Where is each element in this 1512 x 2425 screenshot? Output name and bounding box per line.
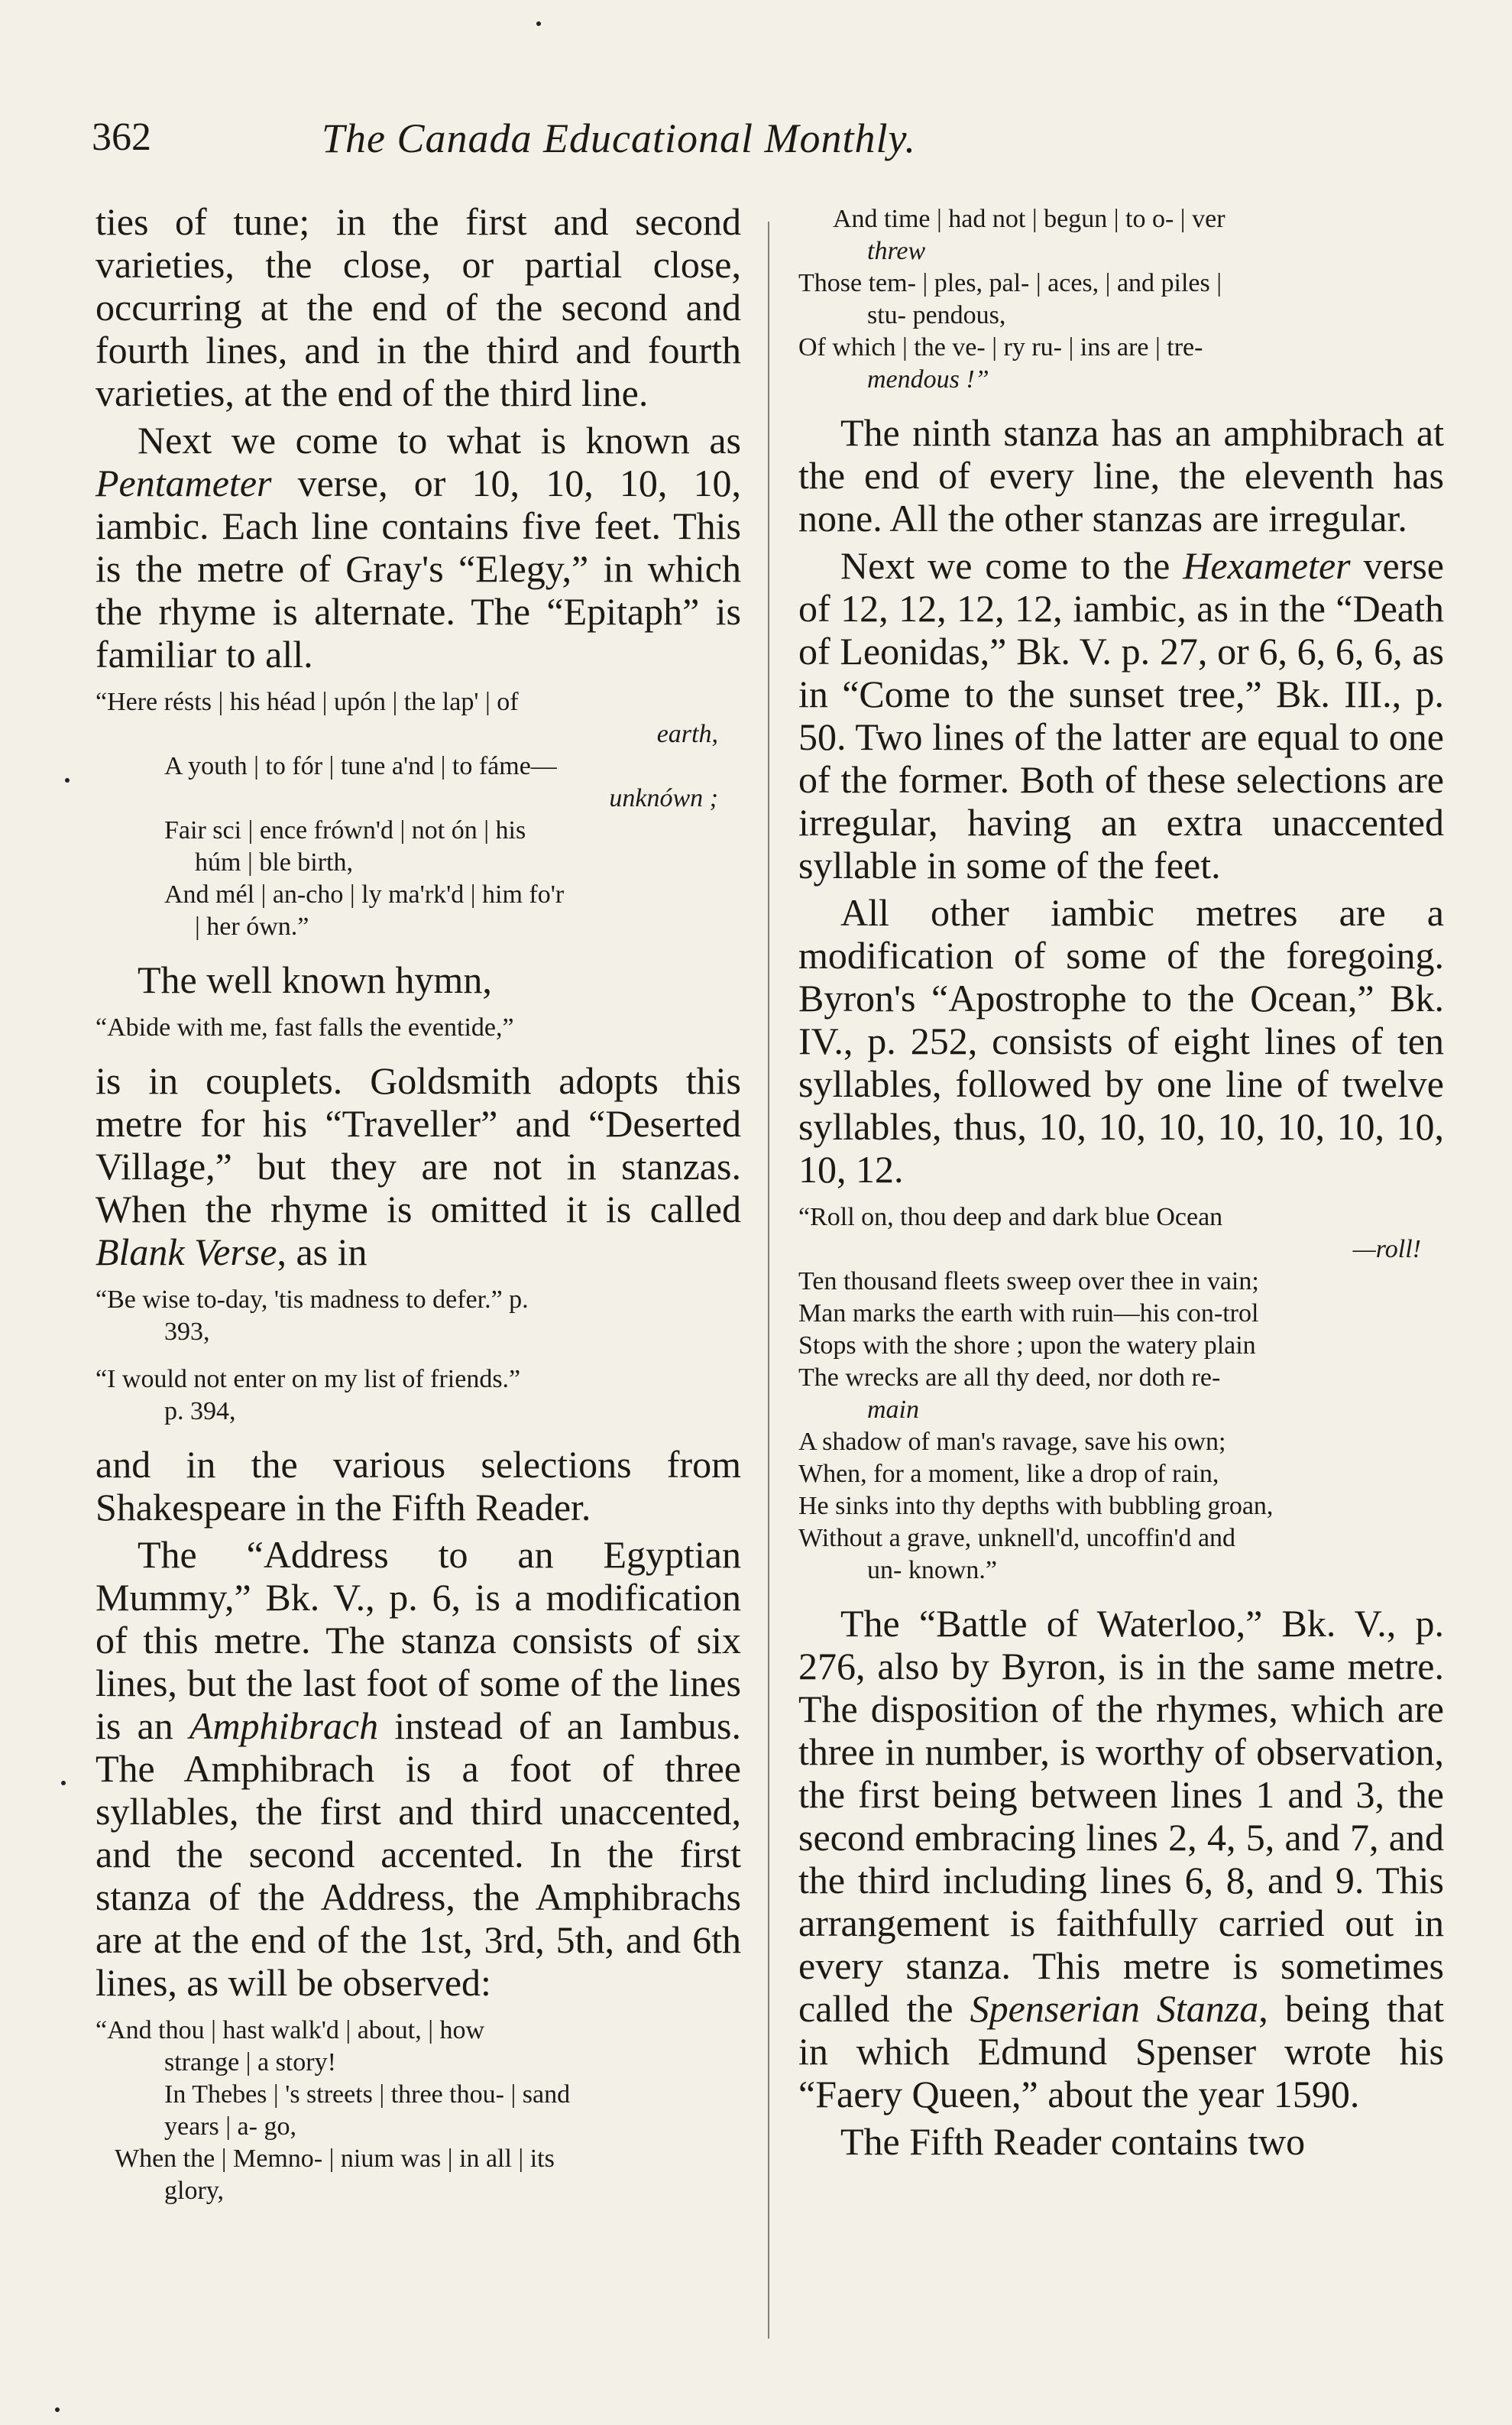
verse-quotation: “I would not enter on my list of friends.” p. 394, [96,1365,521,1425]
ink-speck [55,2407,60,2412]
verse-quotation: And time | had not | begun | to o- | ver threw Those tem- | ples, pal- | aces, | and piles | stu- pendous, Of which | the ve- | ry ru- | ins are | tre- mendous !” [798,205,1225,394]
verse-quotation: “Be wise to-day, 'tis madness to defer.” p. 393, [96,1285,529,1346]
paragraph: The well known hymn, [138,958,492,1001]
paragraph: The ninth stanza has an amphibrach at the end of every line, the eleventh has none. All the other stanzas are irregular. [798,411,1444,540]
paragraph: ties of tune; in the first and second varieties, the close, or partial close, occurring at the end of the second and fourth lines, and in the third and fourth varieties, at the end of the third line. [96,200,741,414]
ink-speck [536,21,541,26]
right-column [798,200,1444,2167]
verse-quotation: “Abide with me, fast falls the eventide,” [96,1013,514,1042]
verse-quotation: “Here résts | his héad | upón | the lap' | of earth, A youth | to fór | tune a'nd | to fáme— unknówn ; Fair sci | ence frówn'd | not ón | his húm | ble birth, And mél | an-cho | ly ma'rk'd | him fo'r | her ówn.” [96,688,718,941]
verse-quotation: “And thou | hast walk'd | about, | how strange | a story! In Thebes | 's streets | three thou- | sand years | a- go, When the | Memno- | nium was | in all | its glory, [96,2016,571,2205]
ink-speck [61,1781,66,1785]
paragraph: and in the various selections from Shakespeare in the Fifth Reader. [96,1443,741,1529]
page-header [92,115,1146,176]
running-title: The Canada Educational Monthly. [322,115,916,161]
paragraph: Next we come to what is known as Pentameter verse, or 10, 10, 10, 10, iambic. Each line contains five feet. This is the metre of Gray's “Elegy,” in which the rhyme is alternate. The “Epitaph” is familiar to all. [96,419,741,676]
verse-quotation: “Roll on, thou deep and dark blue Ocean —roll! Ten thousand fleets sweep over thee in vain; Man marks the earth with ruin—his con-trol Stops with the shore ; upon the watery plain The wrecks are all thy deed, nor doth re- main A shadow of man's ravage, save his own; When, for a moment, like a drop of rain, He sinks into thy depths with bubbling groan, Without a grave, unknell'd, uncoffin'd and un- known.” [798,1203,1421,1584]
left-column [96,200,741,2222]
paragraph: Next we come to the Hexameter verse of 12, 12, 12, 12, iambic, as in the “Death of Leonidas,” Bk. V. p. 27, or 6, 6, 6, 6, as in “Come to the sunset tree,” Bk. III., p. 50. Two lines of the latter are equal to one of the former. Both of these selections are irregular, having an extra unaccented syllable in some of the feet. [798,544,1445,887]
paragraph: All other iambic metres are a modification of some of the foregoing. Byron's “Apostrophe to the Ocean,” Bk. IV., p. 252, consists of eight lines of ten syllables, followed by one line of twelve syllables, thus, 10, 10, 10, 10, 10, 10, 10, 10, 12. [798,891,1444,1191]
page-number: 362 [92,115,151,159]
paragraph: The “Battle of Waterloo,” Bk. V., p. 276, also by Byron, is in the same metre. The disposition of the rhymes, which are three in number, is worthy of observation, the first being between lines 1 and 3, the second embracing lines 2, 4, 5, and 7, and the third including lines 6, 8, and 9. This arrangement is faithfully carried out in every stanza. This metre is sometimes called the Spenserian Stanza, being that in which Edmund Spenser wrote his “Faery Queen,” about the year 1590. [798,1602,1445,2115]
paragraph: is in couplets. Goldsmith adopts this metre for his “Traveller” and “Deserted Village,” but they are not in stanzas. When the rhyme is omitted it is called Blank Verse, as in [96,1059,741,1273]
paragraph: The “Address to an Egyptian Mummy,” Bk. V., p. 6, is a modification of this metre. The stanza consists of six lines, but the last foot of some of the lines is an Amphibrach instead of an Iambus. The Amphibrach is a foot of three syllables, the first and third unaccented, and the second accented. In the first stanza of the Address, the Amphibrachs are at the end of the 1st, 3rd, 5th, and 6th lines, as will be observed: [96,1533,741,2004]
paragraph: The Fifth Reader contains two [840,2120,1306,2163]
ink-speck [65,778,70,783]
column-divider [768,222,769,2339]
